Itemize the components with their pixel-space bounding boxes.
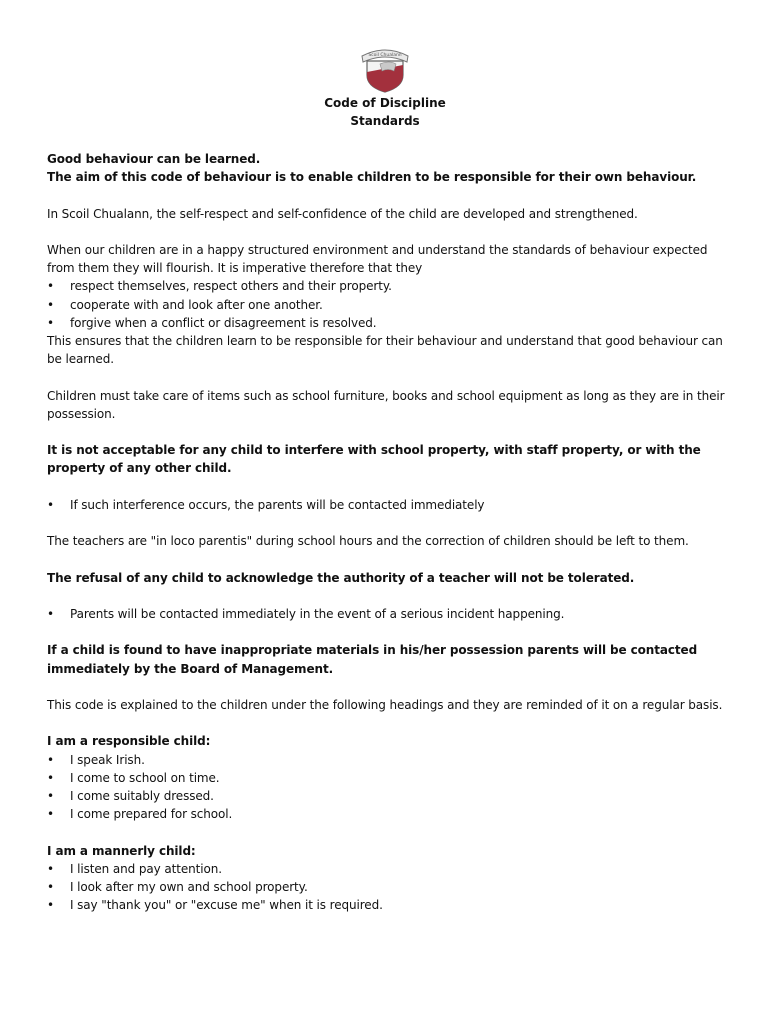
imperative-list — [47, 277, 727, 332]
list-item: • cooperate with and look after one another. — [47, 296, 727, 314]
paragraph-happy-environment: When our children are in a happy structured environment and understand the standards of behaviour expected from them they will flourish. It is imperative therefore that they — [47, 242, 708, 276]
paragraph-ensures: This ensures that the children learn to be responsible for their behaviour and understand that good behaviour can be learned. — [47, 334, 723, 367]
interference-list — [47, 496, 727, 514]
responsible-list — [47, 751, 727, 824]
list-item: • I say "thank you" or "excuse me" when it is required. — [47, 896, 727, 914]
parents-contact-list — [47, 605, 727, 623]
list-item: • forgive when a conflict or disagreement is resolved. — [47, 314, 727, 332]
mannerly-list — [47, 860, 727, 915]
document-title: Code of Discipline — [324, 96, 446, 110]
list-item: • I come to school on time. — [47, 769, 727, 787]
document-body — [47, 150, 727, 914]
bold-property-rule: It is not acceptable for any child to interfere with school property, with staff property, or with the property of any other child. — [47, 443, 701, 476]
intro-bold-line-2: The aim of this code of behaviour is to enable children to be responsible for their own behaviour. — [47, 170, 697, 185]
list-item: • Parents will be contacted immediately in the event of a serious incident happening. — [47, 605, 727, 623]
list-item: • respect themselves, respect others and their property. — [47, 277, 727, 295]
school-crest-logo — [358, 42, 412, 94]
list-item: • I look after my own and school property. — [47, 878, 727, 896]
crest-banner-text: Scoil Chualann — [368, 53, 402, 58]
bold-materials-rule: If a child is found to have inappropriate materials in his/her possession parents will be contacted immediately by the Board of Management. — [47, 643, 698, 676]
paragraph-care-items: Children must take care of items such as school furniture, books and school equipment as long as they are in their possession. — [47, 388, 725, 421]
list-item: • I listen and pay attention. — [47, 860, 727, 878]
paragraph-explained: This code is explained to the children under the following headings and they are reminded of it on a regular basis. — [47, 697, 723, 712]
bold-refusal-rule: The refusal of any child to acknowledge the authority of a teacher will not be tolerated. — [47, 570, 635, 585]
document-subtitle: Standards — [350, 114, 420, 128]
paragraph-loco-parentis: The teachers are "in loco parentis" during school hours and the correction of children should be left to them. — [47, 534, 689, 549]
responsible-heading: I am a responsible child: — [47, 734, 211, 749]
list-item: • I speak Irish. — [47, 751, 727, 769]
list-item: • If such interference occurs, the parents will be contacted immediately — [47, 496, 727, 514]
intro-bold-line-1: Good behaviour can be learned. — [47, 152, 261, 166]
mannerly-heading: I am a mannerly child: — [47, 843, 196, 858]
list-item: • I come prepared for school. — [47, 805, 727, 823]
paragraph-school: In Scoil Chualann, the self-respect and self-confidence of the child are developed and strengthened. — [47, 206, 638, 221]
list-item: • I come suitably dressed. — [47, 787, 727, 805]
